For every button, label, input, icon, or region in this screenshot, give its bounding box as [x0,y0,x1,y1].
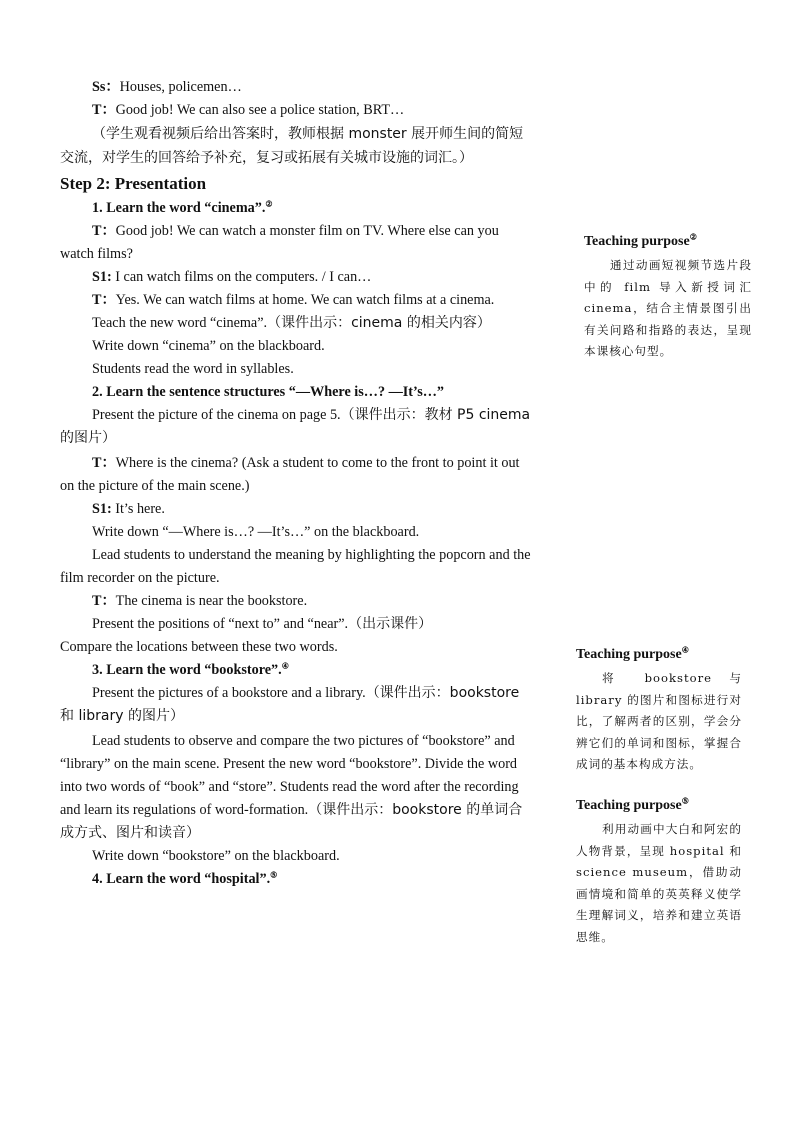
teaching-purpose-box: Teaching purpose② 通过动画短视频节选片段中的 film 导入新授词汇 cinema，结合主情景图引出有关问路和指路的表达，呈现本课核心句型。 [584,232,752,363]
dialogue-line: T：Good job! We can also see a police station, BRT… [92,102,405,118]
instruction-line: Present the pictures of a bookstore and a library.（课件出示：bookstore 和 library 的图片） [60,685,520,724]
subsection-title: 4. Learn the word “hospital”.⑤ [92,870,278,887]
instruction-line: Lead students to observe and compare the two pictures of “bookstore” and “library” on the main scene. Present the new word “bookstore”. Divide the word into two words of “book” and “store”. Students read the word after the recording and learn its regulations of word-formation.（课件出示：bookstore 的单词合成方式、图片和读音） [60,733,523,841]
teaching-note: （学生观看视频后给出答案时，教师根据 monster 展开师生间的简短交流，对学生的回答给予补充，复习或拓展有关城市设施的词汇。） [60,126,524,166]
dialogue-line: Ss：Houses, policemen… [92,79,242,95]
instruction-line: Write down “cinema” on the blackboard. [92,338,325,354]
dialogue-line: T：Where is the cinema? (Ask a student to come to the front to point it out on the picture of the main scene.) [60,455,520,494]
teaching-purpose-text: 利用动画中大白和阿宏的人物背景，呈现 hospital 和 science museum，借助动画情境和简单的英英释义使学生理解词义，培养和建立英语思维。 [576,822,742,944]
dialogue-line: S1: It’s here. [92,501,165,517]
teaching-purpose-title: Teaching purpose [576,798,682,813]
teaching-purpose-text: 将 bookstore 与 library 的图片和图标进行对比，了解两者的区别，学会分辨它们的单词和图标，掌握合成词的基本构成方法。 [576,671,742,771]
instruction-line: Teach the new word “cinema”.（课件出示：cinema 的相关内容） [92,315,491,331]
subsection-title: 2. Learn the sentence structures “—Where is…? —It’s…” [92,384,445,400]
dialogue-line: S1: I can watch films on the computers. / I can… [92,269,372,285]
dialogue-line: T：Yes. We can watch films at home. We can watch films at a cinema. [92,292,495,308]
instruction-line: Present the picture of the cinema on page 5.（课件出示：教材 P5 cinema 的图片） [60,407,531,446]
lesson-plan-main [60,76,532,891]
teaching-purpose-box: Teaching purpose⑤ 利用动画中大白和阿宏的人物背景，呈现 hospital 和 science museum，借助动画情境和简单的英英释义使学生理解词义，培养和建立英语思维。 [576,796,742,948]
instruction-line: Compare the locations between these two words. [60,639,338,655]
instruction-line: Students read the word in syllables. [92,361,294,377]
dialogue-line: T：The cinema is near the bookstore. [92,593,308,609]
teaching-purpose-title: Teaching purpose [576,647,682,662]
teaching-purpose-box: Teaching purpose④ 将 bookstore 与 library 的图片和图标进行对比，了解两者的区别，学会分辨它们的单词和图标，掌握合成词的基本构成方法。 [576,645,742,776]
instruction-line: Write down “bookstore” on the blackboard. [92,848,340,864]
dialogue-line: T：Good job! We can watch a monster film on TV. Where else can you watch films? [60,223,499,262]
subsection-title: 1. Learn the word “cinema”.② [92,199,273,216]
section-heading: Step 2: Presentation [60,174,207,193]
teaching-purpose-title: Teaching purpose [584,234,690,249]
instruction-line: Present the positions of “next to” and “near”.（出示课件） [92,616,433,632]
instruction-line: Lead students to understand the meaning by highlighting the popcorn and the film recorder on the picture. [60,547,531,586]
instruction-line: Write down “—Where is…? —It’s…” on the blackboard. [92,524,420,540]
teaching-purpose-text: 通过动画短视频节选片段中的 film 导入新授词汇 cinema，结合主情景图引出有关问路和指路的表达，呈现本课核心句型。 [584,258,752,358]
subsection-title: 3. Learn the word “bookstore”.④ [92,661,289,678]
